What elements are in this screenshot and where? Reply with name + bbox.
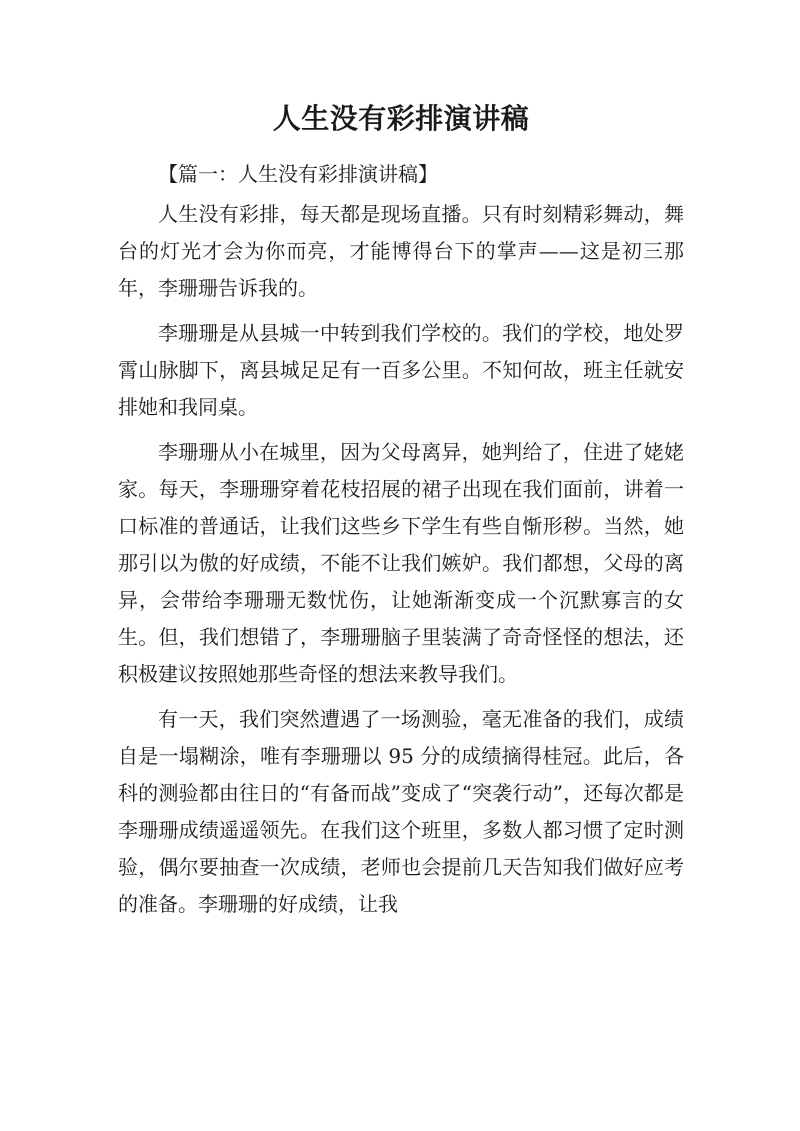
section-heading: 【篇一：人生没有彩排演讲稿】: [158, 162, 438, 186]
paragraph-2: 李珊珊是从县城一中转到我们学校的。我们的学校，地处罗霄山脉脚下，离县城足足有一百多公里。不知何故，班主任就安排她和我同桌。: [118, 321, 684, 419]
paragraph-1: 人生没有彩排，每天都是现场直播。只有时刻精彩舞动，舞台的灯光才会为你而亮，才能博得台下的掌声——这是初三那年，李珊珊告诉我的。: [118, 202, 684, 300]
document-body: [118, 96, 684, 923]
paragraph-4: 有一天，我们突然遭遇了一场测验，毫无准备的我们，成绩自是一塌糊涂，唯有李珊珊以 95 分的成绩摘得桂冠。此后，各科的测验都由往日的“有备而战”变成了“突袭行动”，还每次都是李珊珊成绩遥遥领先。在我们这个班里，多数人都习惯了定时测验，偶尔要抽查一次成绩，老师也会提前几天告知我们做好应考的准备。李珊珊的好成绩，让我: [118, 707, 684, 916]
paragraph-3: 李珊珊从小在城里，因为父母离异，她判给了，住进了姥姥家。每天，李珊珊穿着花枝招展的裙子出现在我们面前，讲着一口标准的普通话，让我们这些乡下学生有些自惭形秽。当然，她那引以为傲的好成绩，不能不让我们嫉妒。我们都想，父母的离异，会带给李珊珊无数忧伤，让她渐渐变成一个沉默寡言的女生。但，我们想错了，李珊珊脑子里装满了奇奇怪怪的想法，还积极建议按照她那些奇怪的想法来教导我们。: [118, 440, 684, 686]
document-title: 人生没有彩排演讲稿: [272, 102, 530, 135]
